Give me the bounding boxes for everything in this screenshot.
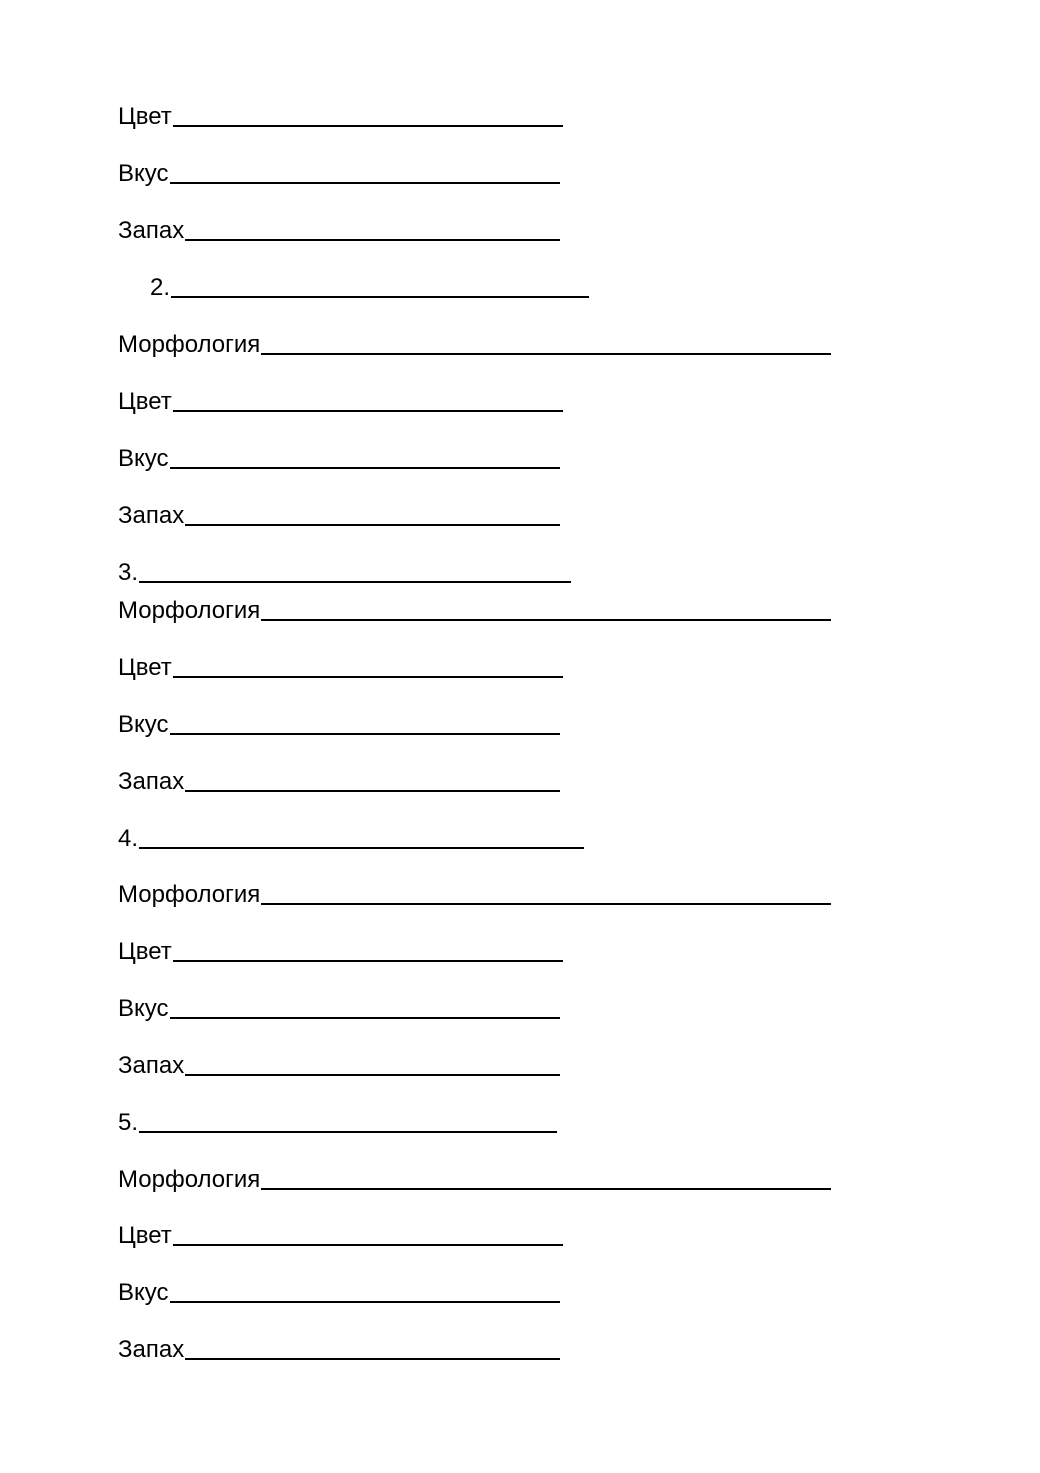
taste-label: Вкус: [118, 995, 169, 1022]
smell-line: [118, 770, 560, 794]
item-number: 3.: [118, 559, 139, 586]
morphology-line: [118, 333, 831, 357]
smell-label: Запах: [118, 502, 185, 529]
morphology-blank: [261, 903, 831, 905]
item-name-blank: [171, 296, 589, 298]
taste-blank: [170, 1017, 560, 1019]
morphology-blank: [261, 1188, 831, 1190]
morphology-label: Морфология: [118, 597, 261, 624]
color-label: Цвет: [118, 1222, 172, 1249]
morphology-label: Морфология: [118, 331, 261, 358]
morphology-label: Морфология: [118, 1166, 261, 1193]
color-line: [118, 940, 563, 964]
smell-line: [118, 504, 560, 528]
morphology-blank: [261, 619, 831, 621]
smell-line: [118, 219, 560, 243]
taste-blank: [170, 733, 560, 735]
morphology-blank: [261, 353, 831, 355]
item-number: 4.: [118, 825, 139, 852]
smell-blank: [185, 239, 560, 241]
taste-blank: [170, 182, 560, 184]
taste-line: [118, 162, 560, 186]
smell-label: Запах: [118, 768, 185, 795]
item-4-line: [118, 827, 584, 851]
taste-blank: [170, 467, 560, 469]
color-label: Цвет: [118, 103, 172, 130]
smell-blank: [185, 1358, 560, 1360]
item-number: 2.: [150, 274, 171, 301]
smell-label: Запах: [118, 1052, 185, 1079]
taste-label: Вкус: [118, 711, 169, 738]
color-line: [118, 656, 563, 680]
smell-line: [118, 1338, 560, 1362]
morphology-label: Морфология: [118, 881, 261, 908]
morphology-line: [118, 883, 831, 907]
color-blank: [173, 960, 563, 962]
color-blank: [173, 125, 563, 127]
smell-label: Запах: [118, 217, 185, 244]
taste-line: [118, 1281, 560, 1305]
color-label: Цвет: [118, 938, 172, 965]
color-blank: [173, 410, 563, 412]
color-line: [118, 1224, 563, 1248]
item-number: 5.: [118, 1109, 139, 1136]
morphology-line: [118, 1168, 831, 1192]
item-5-line: [118, 1111, 557, 1135]
taste-line: [118, 713, 560, 737]
color-blank: [173, 1244, 563, 1246]
morphology-line: [118, 599, 831, 623]
item-name-blank: [139, 581, 571, 583]
taste-blank: [170, 1301, 560, 1303]
item-3-line: [118, 561, 571, 585]
color-blank: [173, 676, 563, 678]
item-2-line: [150, 276, 589, 300]
smell-blank: [185, 790, 560, 792]
smell-blank: [185, 524, 560, 526]
taste-line: [118, 997, 560, 1021]
taste-label: Вкус: [118, 160, 169, 187]
smell-label: Запах: [118, 1336, 185, 1363]
taste-line: [118, 447, 560, 471]
color-line: [118, 390, 563, 414]
item-name-blank: [139, 847, 584, 849]
taste-label: Вкус: [118, 445, 169, 472]
smell-line: [118, 1054, 560, 1078]
color-label: Цвет: [118, 654, 172, 681]
taste-label: Вкус: [118, 1279, 169, 1306]
color-line: [118, 105, 563, 129]
smell-blank: [185, 1074, 560, 1076]
color-label: Цвет: [118, 388, 172, 415]
item-name-blank: [139, 1131, 557, 1133]
